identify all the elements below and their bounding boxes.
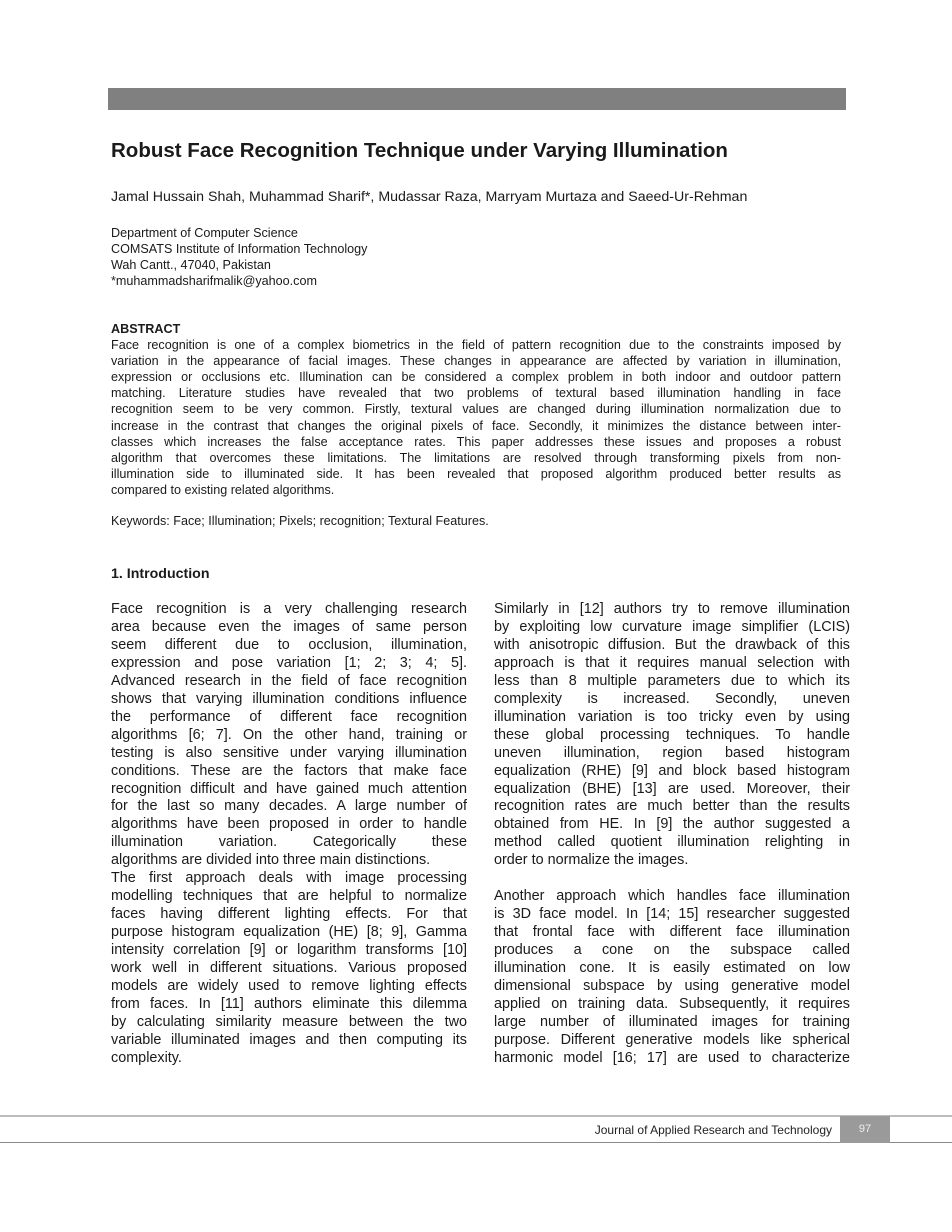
abstract-line: algorithm that overcomes these limitations. The limitations are resolved through transforming pixels from non- xyxy=(111,450,841,465)
abstract-heading: ABSTRACT xyxy=(111,322,181,336)
text-line: approach is that it requires manual selection with xyxy=(494,654,850,671)
left-column xyxy=(111,601,467,1068)
text-line: applied on training data. Subsequently, it requires xyxy=(494,995,850,1012)
text-line: algorithms have been proposed in order to handle xyxy=(111,816,467,833)
abstract-line: Face recognition is one of a complex biometrics in the field of pattern recognition due to the constraints imposed by xyxy=(111,338,841,353)
abstract-line: increase in the contrast that changes the original pixels of face. Secondly, it minimizes the distance between inter- xyxy=(111,418,841,433)
text-line: faces having different lighting effects. For that xyxy=(111,906,467,923)
abstract-line: illumination side to illuminated side. It has been revealed that proposed algorithm produced better results as xyxy=(111,466,841,481)
abstract-line: expression or occlusions etc. Illumination can be considered a complex problem in both indoor and outdoor pattern xyxy=(111,370,841,385)
text-line: complexity. xyxy=(111,1049,182,1066)
text-line: Similarly in [12] authors try to remove illumination xyxy=(494,601,850,617)
text-line: purpose histogram equalization (HE) [8; 9], Gamma xyxy=(111,924,467,941)
text-line: models are widely used to remove lighting effects xyxy=(111,978,467,995)
text-line: variable illuminated images and then computing its xyxy=(111,1031,467,1048)
paragraph xyxy=(494,601,850,870)
text-line: order to normalize the images. xyxy=(494,852,689,869)
text-line: modelling techniques that are helpful to normalize xyxy=(111,888,467,905)
paragraph xyxy=(111,601,467,870)
text-line: large number of illuminated images for training xyxy=(494,1013,850,1030)
section-heading: 1. Introduction xyxy=(111,566,210,582)
abstract-body xyxy=(111,337,841,498)
text-line: Another approach which handles face illumination xyxy=(494,888,850,905)
footer-rule-top xyxy=(0,1115,952,1117)
text-line: uneven illumination, region based histogram xyxy=(494,744,850,761)
text-line: by exploiting low curvature image simplifier (LCIS) xyxy=(494,618,850,635)
text-line: equalization (RHE) [9] and block based histogram xyxy=(494,762,850,779)
abstract-line: classes which increases the false acceptance rates. This paper addresses these issues and proposes a robust xyxy=(111,434,841,449)
text-line: shows that varying illumination conditions influence xyxy=(111,690,467,707)
text-line: is 3D face model. In [14; 15] researcher suggested xyxy=(494,906,850,923)
text-line: with anisotropic diffusion. But the drawback of this xyxy=(494,636,850,653)
text-line: testing is also sensitive under varying illumination xyxy=(111,744,467,761)
header-bar xyxy=(108,88,846,110)
text-line: the performance of different face recognition xyxy=(111,708,467,725)
paragraph xyxy=(494,888,850,1068)
paper-title: Robust Face Recognition Technique under Varying Illumination xyxy=(111,139,728,162)
affiliation-institute: COMSATS Institute of Information Technology xyxy=(111,242,368,256)
text-line: for the last so many decades. A large number of xyxy=(111,798,467,815)
text-line: algorithms are divided into three main distinctions. xyxy=(111,852,431,869)
abstract-line: variation in the appearance of facial images. These changes in appearance are affected by variation in illumination, xyxy=(111,354,841,369)
text-line: intensity correlation [9] or logarithm transforms [10] xyxy=(111,942,467,959)
abstract-line: recognition seem to be very common. Firstly, textural values are changed during illumination normalization due to xyxy=(111,402,841,417)
text-line: recognition difficult and have gained much attention xyxy=(111,780,467,797)
text-line: expression and pose variation [1; 2; 3; 4; 5]. xyxy=(111,654,467,671)
text-line: purpose. Different generative models like spherical xyxy=(494,1031,850,1048)
text-line: algorithms [6; 7]. On the other hand, training or xyxy=(111,726,467,743)
right-column xyxy=(494,601,850,1068)
affiliation xyxy=(111,225,367,289)
abstract-line: matching. Literature studies have revealed that two problems of textural based illumination handling in face xyxy=(111,386,841,401)
text-line: harmonic model [16; 17] are used to characterize xyxy=(494,1049,850,1066)
paragraph xyxy=(111,870,467,1067)
text-line: from faces. In [11] authors eliminate this dilemma xyxy=(111,995,467,1012)
text-line: Advanced research in the field of face recognition xyxy=(111,672,467,689)
affiliation-department: Department of Computer Science xyxy=(111,226,298,240)
abstract-line: compared to existing related algorithms. xyxy=(111,482,335,497)
affiliation-email[interactable]: *muhammadsharifmalik@yahoo.com xyxy=(111,274,317,288)
text-line: illumination cone. It is easily estimated on low xyxy=(494,960,850,977)
authors: Jamal Hussain Shah, Muhammad Sharif*, Mudassar Raza, Marryam Murtaza and Saeed-Ur-Rehman xyxy=(111,189,748,205)
text-line: seem different due to occlusion, illumination, xyxy=(111,636,467,653)
abstract xyxy=(111,321,841,498)
text-line: complexity is increased. Secondly, uneven xyxy=(494,690,850,707)
text-line: that frontal face with different face illumination xyxy=(494,924,850,941)
text-line: method called quotient illumination relighting in xyxy=(494,834,850,851)
affiliation-address: Wah Cantt., 47040, Pakistan xyxy=(111,258,271,272)
text-line: conditions. These are the factors that make face xyxy=(111,762,467,779)
text-line: illumination variation is too tricky even by using xyxy=(494,708,850,725)
text-line: work well in different situations. Various proposed xyxy=(111,960,467,977)
text-line: equalization (BHE) [13] are used. Moreover, their xyxy=(494,780,850,797)
keywords: Keywords: Face; Illumination; Pixels; recognition; Textural Features. xyxy=(111,514,489,528)
text-line: Face recognition is a very challenging research xyxy=(111,601,467,617)
text-line: obtained from HE. In [9] the author suggested a xyxy=(494,816,850,833)
text-line: area because even the images of same person xyxy=(111,618,467,635)
text-line: produces a cone on the subspace called xyxy=(494,942,850,959)
footer-rule-bottom xyxy=(0,1142,952,1143)
text-line: The first approach deals with image processing xyxy=(111,870,467,887)
text-line: by calculating similarity measure between the two xyxy=(111,1013,467,1030)
text-line: illumination variation. Categorically these xyxy=(111,834,467,851)
text-line: these global processing techniques. To handle xyxy=(494,726,850,743)
journal-name: Journal of Applied Research and Technology xyxy=(594,1123,832,1137)
text-line: recognition rates are much better than the results xyxy=(494,798,850,815)
text-line: less than 8 multiple parameters due to which its xyxy=(494,672,850,689)
paragraph-gap xyxy=(494,870,850,888)
page-number: 97 xyxy=(840,1116,890,1143)
text-line: dimensional subspace by using generative model xyxy=(494,978,850,994)
